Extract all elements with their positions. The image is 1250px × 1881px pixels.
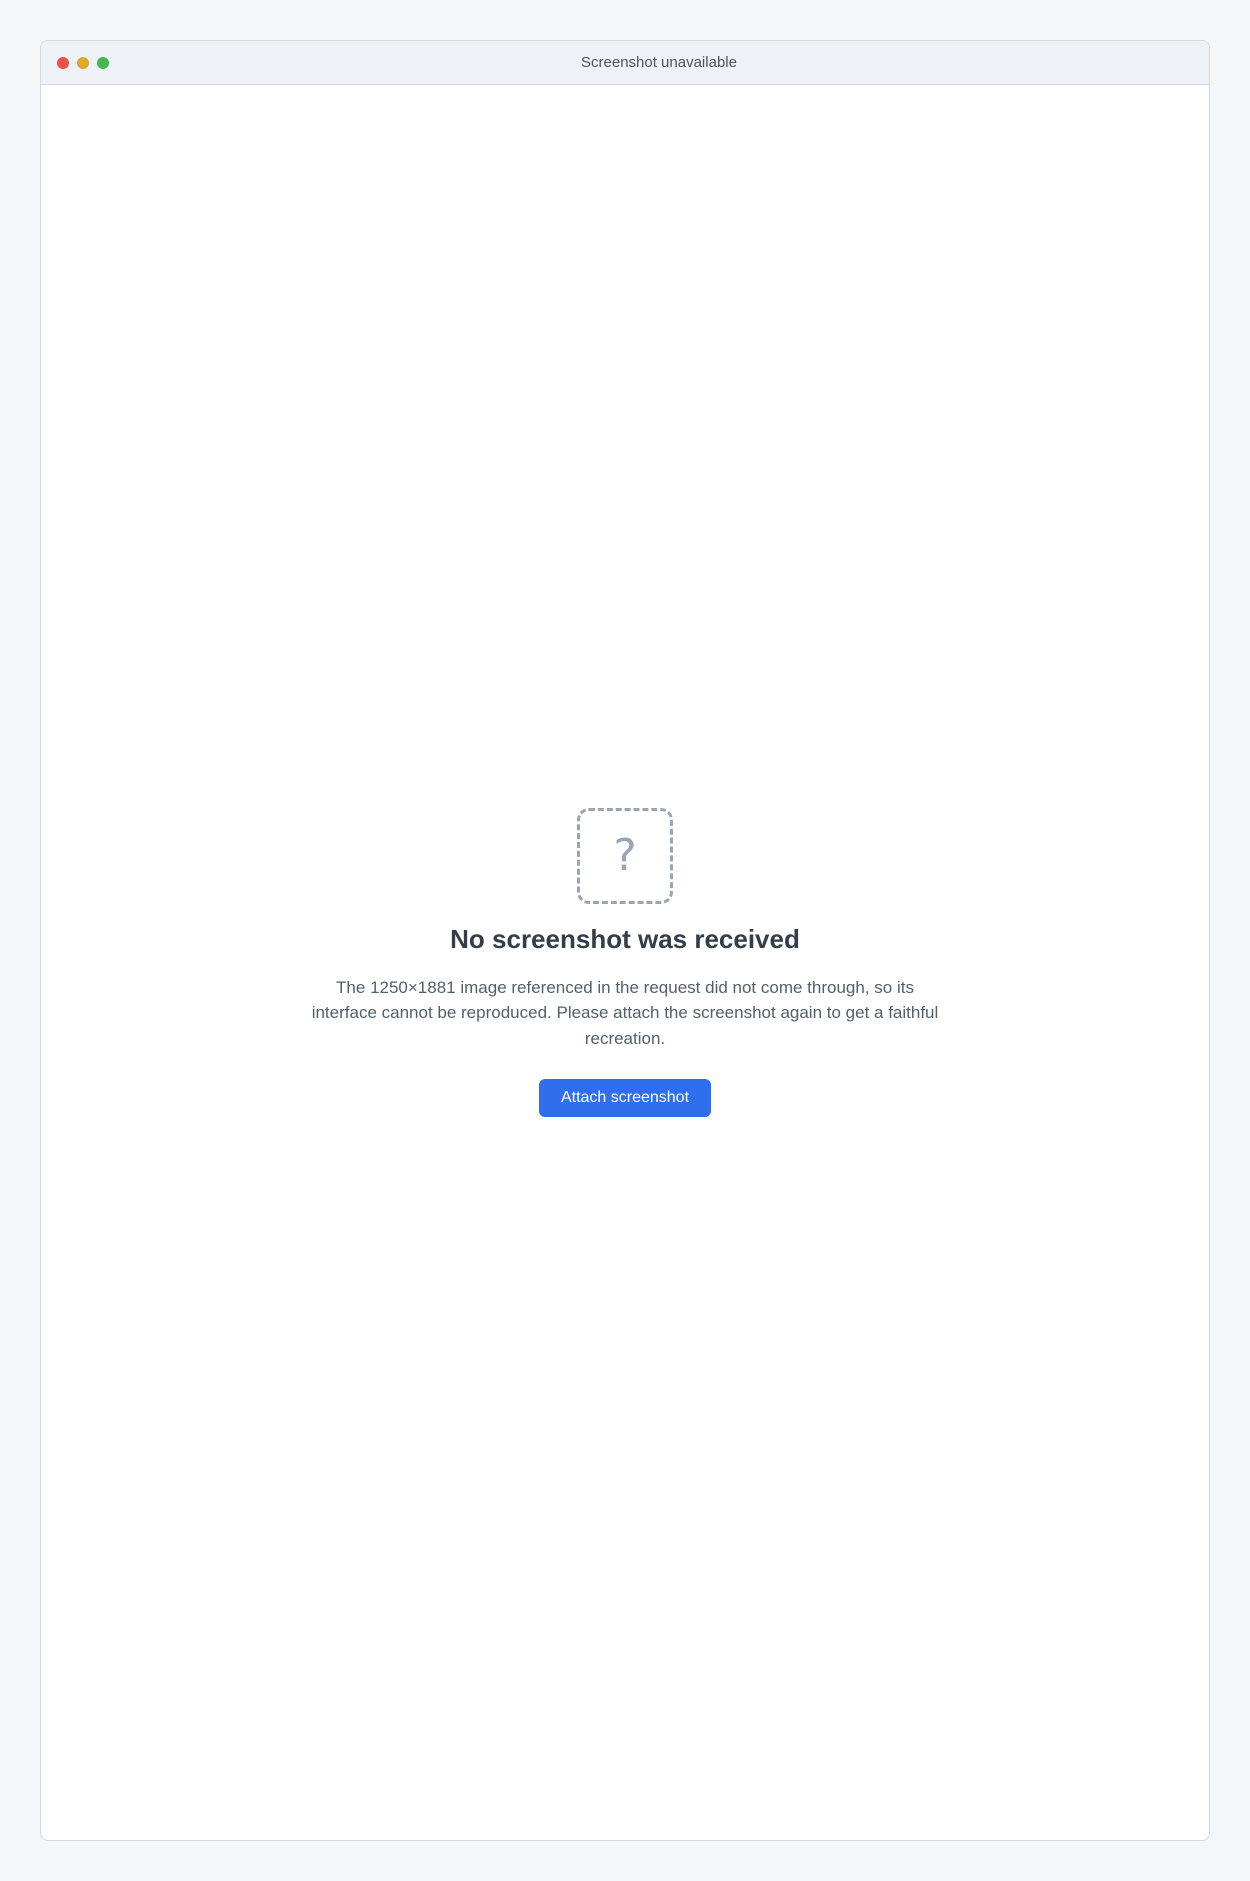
maximize-window-button[interactable] — [97, 57, 109, 69]
image-missing-icon: ? — [577, 808, 673, 904]
title-bar — [41, 41, 1209, 85]
window-title: Screenshot unavailable — [581, 54, 737, 71]
attach-screenshot-button[interactable]: Attach screenshot — [539, 1079, 711, 1117]
empty-state-message: The 1250×1881 image referenced in the request did not come through, so its interface cannot be reproduced. Please attach the screenshot again to get a faithful recreation. — [311, 977, 939, 1048]
window-controls — [57, 57, 109, 69]
empty-state-heading: No screenshot was received — [450, 923, 800, 954]
app-window — [40, 40, 1210, 1841]
minimize-window-button[interactable] — [77, 57, 89, 69]
main-content — [41, 85, 1209, 1840]
close-window-button[interactable] — [57, 57, 69, 69]
empty-state — [41, 85, 1209, 1840]
